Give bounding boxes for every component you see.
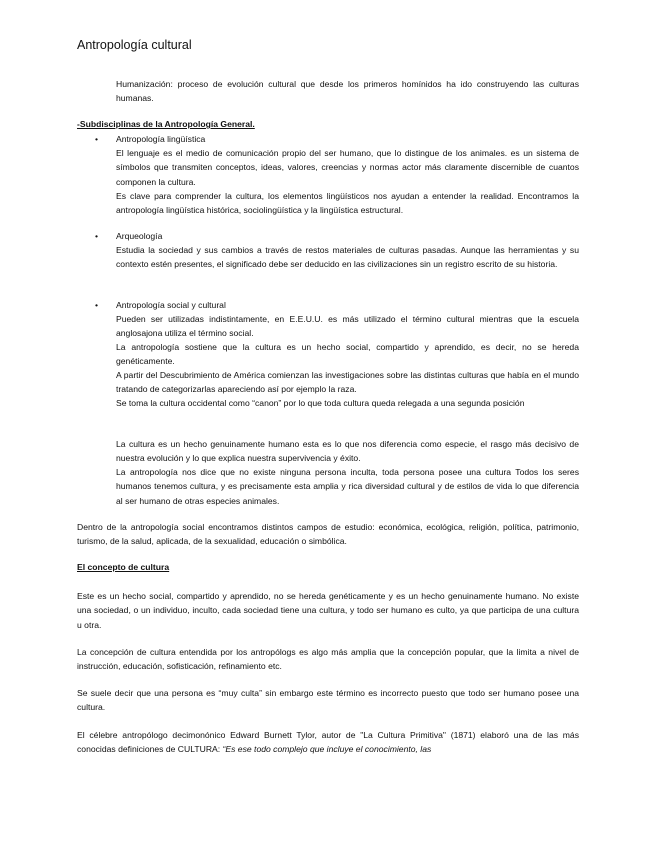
social-paragraph-1: Pueden ser utilizadas indistintamente, en E.E.U.U. es más utilizado el término cultural mientras que la escuela anglosajona utiliza el término social. (116, 314, 579, 339)
bullet-icon: • (95, 300, 99, 310)
tylor-text: El célebre antropólogo decimonónico Edward Burnett Tylor, autor de "La Cultura Primitiva" (1871) elaboró una de las más conocidas definiciones de CULTURA: (77, 730, 579, 755)
concepto-paragraph-2: La concepción de cultura entendida por los antropólogs es algo más amplia que la concepción popular, que la limita a nivel de instrucción, educación, sofisticación, refinamiento etc. (77, 647, 579, 672)
tylor-paragraph (77, 728, 579, 757)
linguistica-paragraph-2: Es clave para comprender la cultura, los elementos lingüísticos nos ayudan a entender la realidad. Encontramos la antropología lingüística histórica, sociolingüística y la lingüística estructural. (116, 191, 579, 216)
concepto-paragraph-3: Se suele decir que una persona es “muy culta” sin embargo este término es incorrecto puesto que todo ser humano posee una cultura. (77, 688, 579, 713)
social-paragraph-6: La antropología nos dice que no existe ninguna persona inculta, toda persona posee una cultura Todos los seres humanos tenemos cultura, y es precisamente esta amplia y rica diversidad cultural y de estilos de vida lo que diferencia al ser humano de otras especies animales. (116, 467, 579, 506)
bullet-icon: • (95, 134, 99, 144)
subdisciplinas-heading: -Subdisciplinas de la Antropología General. (77, 119, 255, 129)
bullet-icon: • (95, 231, 99, 241)
social-paragraph-5: La cultura es un hecho genuinamente humano esta es lo que nos diferencia como especie, el rasgo más decisivo de nuestra evolución y lo que explica nuestra supervivencia y éxito. (116, 439, 579, 464)
humanizacion-paragraph: Humanización: proceso de evolución cultural que desde los primeros homínidos ha ido construyendo las culturas humanas. (116, 79, 579, 104)
concepto-paragraph-1: Este es un hecho social, compartido y aprendido, no se hereda genéticamente y es un hecho genuinamente humano. No existe una sociedad, o un individuo, inculto, cada sociedad tiene una cultura, y todo ser humano es culto, ya que participa de una cultura u otra. (77, 591, 579, 630)
social-paragraph-3: A partir del Descubrimiento de América comienzan las investigaciones sobre las distintas culturas que había en el mundo tratando de categorizarlas apareciendo así por ejemplo la raza. (116, 370, 579, 395)
campos-paragraph: Dentro de la antropología social encontramos distintos campos de estudio: económica, ecológica, religión, política, patrimonio, turismo, de la salud, aplicada, de la sexualidad, educación o simbólica. (77, 522, 579, 547)
subdisciplina-title-social-cultural: Antropología social y cultural (116, 300, 226, 310)
tylor-quote: “Es ese todo complejo que incluye el conocimiento, las (222, 744, 432, 755)
linguistica-paragraph-1: El lenguaje es el medio de comunicación propio del ser humano, que lo distingue de los animales. es un sistema de símbolos que transmiten conceptos, ideas, valores, creencias y normas actor más claramente discernible de cuantos componen la cultura. (116, 148, 579, 187)
subdisciplina-title-arqueologia: Arqueología (116, 231, 163, 241)
social-paragraph-2: La antropología sostiene que la cultura es un hecho social, compartido y aprendido, es decir, no se hereda genéticamente. (116, 342, 579, 367)
concepto-heading: El concepto de cultura (77, 562, 170, 572)
page-title: Antropología cultural (77, 38, 192, 52)
social-paragraph-4: Se toma la cultura occidental como “canon” por lo que toda cultura queda relegada a una segunda posición (116, 398, 525, 408)
arqueologia-paragraph: Estudia la sociedad y sus cambios a través de restos materiales de culturas pasadas. Aunque las herramientas y su contexto estén presentes, el significado debe ser deducido en las civilizaciones sin un registro escrito de su historia. (116, 245, 579, 270)
subdisciplina-title-linguistica: Antropología lingüística (116, 134, 206, 144)
